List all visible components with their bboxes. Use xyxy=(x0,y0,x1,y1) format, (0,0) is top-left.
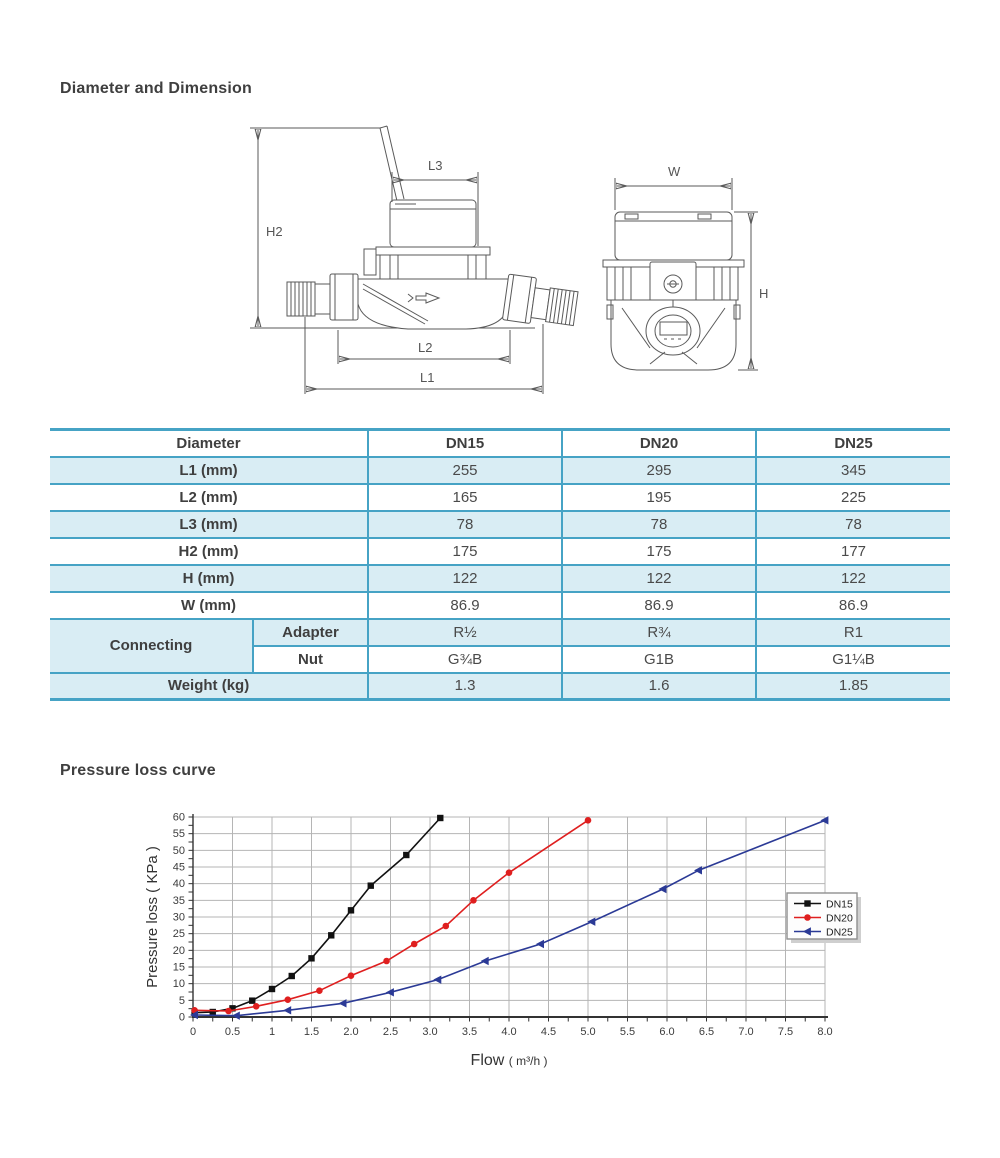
y-tick-label: 50 xyxy=(172,844,185,857)
pressure-section-title: Pressure loss curve xyxy=(60,762,216,779)
cell-value: 175 xyxy=(562,538,756,565)
dim-label-l2: L2 xyxy=(418,340,433,355)
x-axis-ticks xyxy=(190,1017,833,1038)
table-row-connecting-adapter xyxy=(50,619,950,646)
x-tick-label: 0 xyxy=(189,1026,197,1038)
row-label: H (mm) xyxy=(50,565,368,592)
y-tick-label: 60 xyxy=(172,811,185,824)
header-diameter: Diameter xyxy=(50,430,368,457)
cell-value: 1.6 xyxy=(562,673,756,700)
table-row xyxy=(50,511,950,538)
cell-value: 122 xyxy=(562,565,756,592)
x-tick-label: 3.5 xyxy=(461,1026,478,1038)
x-tick-label: 2.5 xyxy=(382,1026,399,1038)
y-tick-label: 55 xyxy=(172,828,185,841)
cell-value: 175 xyxy=(368,538,562,565)
cell-value: 1.3 xyxy=(368,673,562,700)
table-row xyxy=(50,538,950,565)
table-row xyxy=(50,565,950,592)
table-row xyxy=(50,484,950,511)
pressure-loss-chart xyxy=(135,795,950,1070)
series-DN20 xyxy=(191,817,591,1014)
x-tick-label: 7.0 xyxy=(738,1026,754,1038)
x-tick-label: 5.0 xyxy=(580,1026,596,1038)
dimension-table xyxy=(50,428,950,701)
row-sublabel-adapter: Adapter xyxy=(253,619,368,646)
side-view-drawing xyxy=(250,126,579,394)
dim-label-h: H xyxy=(759,286,769,301)
table-row xyxy=(50,457,950,484)
cell-value: 78 xyxy=(368,511,562,538)
row-label: L1 (mm) xyxy=(50,457,368,484)
cell-value: 86.9 xyxy=(756,592,950,619)
series-DN15 xyxy=(191,815,443,1016)
x-axis-title: Flow ( m³/h ) xyxy=(470,1052,548,1069)
legend-label-DN25: DN25 xyxy=(826,926,853,939)
header-dn20: DN20 xyxy=(562,430,756,457)
chart-grid xyxy=(193,817,825,1017)
y-tick-label: 15 xyxy=(172,961,185,974)
dimension-section-title: Diameter and Dimension xyxy=(60,80,253,97)
y-tick-label: 30 xyxy=(172,911,185,924)
cell-value: R1 xyxy=(756,619,950,646)
y-tick-label: 25 xyxy=(172,928,185,941)
x-tick-label: 8.0 xyxy=(817,1026,833,1038)
cell-value: 177 xyxy=(756,538,950,565)
x-tick-label: 4.5 xyxy=(540,1026,557,1038)
y-axis-title: Pressure loss ( KPa ) xyxy=(144,846,161,988)
dim-label-l1: L1 xyxy=(420,370,435,385)
legend-label-DN20: DN20 xyxy=(826,912,853,925)
cell-value: 295 xyxy=(562,457,756,484)
header-dn25: DN25 xyxy=(756,430,950,457)
header-dn15: DN15 xyxy=(368,430,562,457)
table-row-weight xyxy=(50,673,950,700)
cell-value: 78 xyxy=(756,511,950,538)
row-label: L3 (mm) xyxy=(50,511,368,538)
x-tick-label: 2.0 xyxy=(343,1026,359,1038)
x-tick-label: 1.5 xyxy=(303,1026,320,1038)
y-tick-label: 45 xyxy=(172,861,185,874)
x-tick-label: 6.5 xyxy=(698,1026,715,1038)
x-tick-label: 4.0 xyxy=(501,1026,517,1038)
row-label-connecting: Connecting xyxy=(50,619,253,673)
x-tick-label: 5.5 xyxy=(619,1026,636,1038)
cell-value: 86.9 xyxy=(368,592,562,619)
y-tick-label: 0 xyxy=(178,1011,185,1024)
y-tick-label: 40 xyxy=(172,878,185,891)
cell-value: G1B xyxy=(562,646,756,673)
row-label: W (mm) xyxy=(50,592,368,619)
cell-value: G1¼B xyxy=(756,646,950,673)
y-tick-label: 20 xyxy=(172,944,185,957)
cell-value: 86.9 xyxy=(562,592,756,619)
y-tick-label: 5 xyxy=(178,994,185,1007)
cell-value: 78 xyxy=(562,511,756,538)
legend-label-DN15: DN15 xyxy=(826,898,853,911)
chart-legend xyxy=(787,893,861,943)
cell-value: 1.85 xyxy=(756,673,950,700)
dim-label-w: W xyxy=(668,164,681,179)
cell-value: G¾B xyxy=(368,646,562,673)
dim-label-h2: H2 xyxy=(266,224,283,239)
cell-value: 255 xyxy=(368,457,562,484)
y-tick-label: 10 xyxy=(172,978,185,991)
cell-value: 345 xyxy=(756,457,950,484)
row-label: H2 (mm) xyxy=(50,538,368,565)
table-row xyxy=(50,592,950,619)
cell-value: 225 xyxy=(756,484,950,511)
cell-value: R½ xyxy=(368,619,562,646)
x-tick-label: 1 xyxy=(268,1026,276,1038)
dimension-drawing xyxy=(230,112,775,412)
x-tick-label: 6.0 xyxy=(659,1026,675,1038)
cell-value: R¾ xyxy=(562,619,756,646)
table-header-row xyxy=(50,430,950,457)
x-tick-label: 7.5 xyxy=(777,1026,794,1038)
y-tick-label: 35 xyxy=(172,894,185,907)
cell-value: 195 xyxy=(562,484,756,511)
dim-label-l3: L3 xyxy=(428,158,443,173)
front-view-drawing xyxy=(603,164,768,370)
row-label: Weight (kg) xyxy=(50,673,368,700)
pressure-loss-chart-container xyxy=(135,795,950,1075)
cell-value: 122 xyxy=(756,565,950,592)
x-tick-label: 0.5 xyxy=(224,1026,241,1038)
cell-value: 165 xyxy=(368,484,562,511)
y-axis-ticks xyxy=(173,812,193,1024)
row-label: L2 (mm) xyxy=(50,484,368,511)
cell-value: 122 xyxy=(368,565,562,592)
x-tick-label: 3.0 xyxy=(422,1026,438,1038)
row-sublabel-nut: Nut xyxy=(253,646,368,673)
